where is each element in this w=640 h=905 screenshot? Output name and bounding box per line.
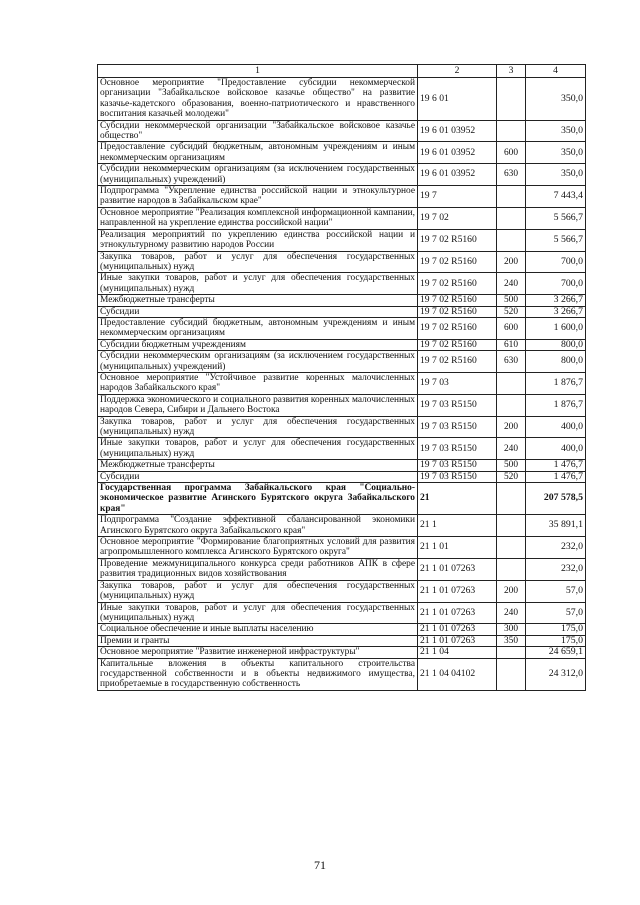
row-code: 19 7 02 R5160 — [418, 273, 497, 295]
row-kvr: 500 — [497, 295, 526, 306]
row-kvr — [497, 515, 526, 537]
row-name: Закупка товаров, работ и услуг для обеспечения государственных (муниципальных) нужд — [98, 580, 418, 602]
row-sum: 1 476,7 — [526, 471, 586, 482]
table-row — [98, 372, 586, 394]
row-name: Субсидии бюджетным учреждениям — [98, 339, 418, 350]
row-code: 21 — [418, 483, 497, 515]
table-row — [98, 624, 586, 635]
row-name: Основное мероприятие "Реализация комплексной информационной кампании, направленной на укрепление единства российской нации" — [98, 207, 418, 229]
row-code: 19 7 — [418, 186, 497, 208]
row-code: 21 1 01 07263 — [418, 580, 497, 602]
row-kvr: 630 — [497, 164, 526, 186]
table-row — [98, 635, 586, 646]
row-name: Закупка товаров, работ и услуг для обеспечения государственных (муниципальных) нужд — [98, 416, 418, 438]
row-sum: 1 876,7 — [526, 372, 586, 394]
row-code: 19 7 02 R5160 — [418, 306, 497, 317]
row-name: Премии и гранты — [98, 635, 418, 646]
row-name: Государственная программа Забайкальского края "Социально-экономическое развитие Агинского Бурятского округа Забайкальского края" — [98, 483, 418, 515]
row-kvr — [497, 372, 526, 394]
row-kvr: 630 — [497, 351, 526, 373]
row-name: Закупка товаров, работ и услуг для обеспечения государственных (муниципальных) нужд — [98, 251, 418, 273]
row-code: 21 1 01 07263 — [418, 558, 497, 580]
row-kvr: 500 — [497, 460, 526, 471]
row-sum: 57,0 — [526, 580, 586, 602]
row-kvr: 520 — [497, 471, 526, 482]
row-name: Субсидии некоммерческим организациям (за исключением государственных (муниципальных) учреждений) — [98, 351, 418, 373]
row-code: 19 7 02 R5160 — [418, 295, 497, 306]
row-code: 21 1 01 07263 — [418, 624, 497, 635]
row-name: Субсидии — [98, 306, 418, 317]
row-name: Основное мероприятие "Предоставление субсидии некоммерческой организации "Забайкальское войсковое казачье общество" на развитие казачье-кадетского образования, военно-патриотического и нравственного воспитания казачьей молодежи" — [98, 78, 418, 121]
row-sum: 700,0 — [526, 273, 586, 295]
header-col-kvr: 3 — [497, 65, 526, 78]
row-name: Субсидии некоммерческим организациям (за исключением государственных (муниципальных) учреждений) — [98, 164, 418, 186]
row-name: Социальное обеспечение и иные выплаты населению — [98, 624, 418, 635]
row-kvr — [497, 186, 526, 208]
row-name: Основное мероприятие "Формирование благоприятных условий для развития агропромышленного комплекса Агинского Бурятского округа" — [98, 537, 418, 559]
row-name: Капитальные вложения в объекты капитального строительства государственной собственности и в объекты недвижимого имущества, приобретаемые в государственную собственность — [98, 658, 418, 690]
row-code: 19 7 03 R5150 — [418, 438, 497, 460]
table-row — [98, 416, 586, 438]
row-sum: 24 312,0 — [526, 658, 586, 690]
table-row — [98, 164, 586, 186]
table-row — [98, 558, 586, 580]
row-sum: 232,0 — [526, 537, 586, 559]
table-row — [98, 317, 586, 339]
row-code: 19 6 01 03952 — [418, 120, 497, 142]
row-name: Реализация мероприятий по укреплению единства российской нации и этнокультурному развитию народов России — [98, 229, 418, 251]
table-row — [98, 186, 586, 208]
table-row — [98, 394, 586, 416]
row-sum: 5 566,7 — [526, 229, 586, 251]
row-kvr — [497, 229, 526, 251]
table-row — [98, 207, 586, 229]
row-kvr: 600 — [497, 317, 526, 339]
row-kvr: 300 — [497, 624, 526, 635]
row-kvr: 350 — [497, 635, 526, 646]
row-code: 19 7 03 R5150 — [418, 460, 497, 471]
row-code: 19 6 01 03952 — [418, 142, 497, 164]
table-row — [98, 306, 586, 317]
table-row — [98, 273, 586, 295]
row-sum: 350,0 — [526, 78, 586, 121]
row-name: Субсидии некоммерческой организации "Забайкальское войсковое казачье общество" — [98, 120, 418, 142]
row-code: 19 7 02 R5160 — [418, 251, 497, 273]
table-row — [98, 120, 586, 142]
header-col-code: 2 — [418, 65, 497, 78]
row-code: 19 7 03 R5150 — [418, 394, 497, 416]
row-sum: 350,0 — [526, 120, 586, 142]
header-col-sum: 4 — [526, 65, 586, 78]
row-sum: 3 266,7 — [526, 295, 586, 306]
row-name: Иные закупки товаров, работ и услуг для обеспечения государственных (муниципальных) нужд — [98, 438, 418, 460]
row-kvr — [497, 658, 526, 690]
row-kvr: 600 — [497, 142, 526, 164]
row-sum: 350,0 — [526, 142, 586, 164]
table-row — [98, 647, 586, 658]
row-sum: 175,0 — [526, 624, 586, 635]
row-name: Проведение межмуниципального конкурса среди работников АПК в сфере развития традиционных видов хозяйствования — [98, 558, 418, 580]
row-kvr — [497, 537, 526, 559]
row-code: 19 7 02 R5160 — [418, 351, 497, 373]
budget-table — [97, 64, 586, 691]
row-kvr: 240 — [497, 273, 526, 295]
row-sum: 35 891,1 — [526, 515, 586, 537]
table-row — [98, 351, 586, 373]
row-kvr — [497, 483, 526, 515]
table-row — [98, 537, 586, 559]
table-row — [98, 658, 586, 690]
row-kvr — [497, 394, 526, 416]
row-sum: 800,0 — [526, 351, 586, 373]
row-sum: 700,0 — [526, 251, 586, 273]
row-code: 19 7 02 R5160 — [418, 317, 497, 339]
row-kvr — [497, 558, 526, 580]
row-sum: 5 566,7 — [526, 207, 586, 229]
row-sum: 175,0 — [526, 635, 586, 646]
row-name: Подпрограмма "Создание эффективной сбалансированной экономики Агинского Бурятского округа Забайкальского края" — [98, 515, 418, 537]
row-kvr: 520 — [497, 306, 526, 317]
row-name: Межбюджетные трансферты — [98, 295, 418, 306]
table-row — [98, 251, 586, 273]
row-code: 19 7 02 R5160 — [418, 229, 497, 251]
row-sum: 207 578,5 — [526, 483, 586, 515]
table-row — [98, 515, 586, 537]
row-kvr: 610 — [497, 339, 526, 350]
row-code: 21 1 04 04102 — [418, 658, 497, 690]
table-row — [98, 460, 586, 471]
table-row — [98, 602, 586, 624]
row-name: Предоставление субсидий бюджетным, автономным учреждениям и иным некоммерческим организациям — [98, 142, 418, 164]
row-code: 19 7 03 — [418, 372, 497, 394]
page-number: 71 — [314, 858, 326, 872]
row-code: 19 6 01 — [418, 78, 497, 121]
table-row — [98, 580, 586, 602]
header-col-name: 1 — [98, 65, 418, 78]
row-kvr: 200 — [497, 251, 526, 273]
row-code: 21 1 04 — [418, 647, 497, 658]
row-code: 19 7 02 — [418, 207, 497, 229]
row-name: Основное мероприятие "Развитие инженерной инфраструктуры" — [98, 647, 418, 658]
row-kvr — [497, 207, 526, 229]
row-name: Подпрограмма "Укрепление единства российской нации и этнокультурное развитие народов в Забайкальском крае" — [98, 186, 418, 208]
table-row — [98, 78, 586, 121]
row-name: Поддержка экономического и социального развития коренных малочисленных народов Севера, Сибири и Дальнего Востока — [98, 394, 418, 416]
row-code: 21 1 — [418, 515, 497, 537]
row-sum: 800,0 — [526, 339, 586, 350]
row-code: 19 6 01 03952 — [418, 164, 497, 186]
row-sum: 1 476,7 — [526, 460, 586, 471]
row-kvr — [497, 78, 526, 121]
table-row — [98, 483, 586, 515]
table-row — [98, 471, 586, 482]
table-row — [98, 438, 586, 460]
row-kvr — [497, 647, 526, 658]
row-sum: 1 600,0 — [526, 317, 586, 339]
row-code: 21 1 01 07263 — [418, 602, 497, 624]
table-row — [98, 229, 586, 251]
row-code: 19 7 03 R5150 — [418, 471, 497, 482]
row-sum: 57,0 — [526, 602, 586, 624]
row-sum: 400,0 — [526, 416, 586, 438]
row-sum: 1 876,7 — [526, 394, 586, 416]
row-kvr: 240 — [497, 438, 526, 460]
row-kvr: 200 — [497, 580, 526, 602]
row-sum: 3 266,7 — [526, 306, 586, 317]
row-kvr — [497, 120, 526, 142]
table-row — [98, 339, 586, 350]
row-sum: 232,0 — [526, 558, 586, 580]
row-name: Предоставление субсидий бюджетным, автономным учреждениям и иным некоммерческим организациям — [98, 317, 418, 339]
row-sum: 400,0 — [526, 438, 586, 460]
row-name: Иные закупки товаров, работ и услуг для обеспечения государственных (муниципальных) нужд — [98, 273, 418, 295]
row-kvr: 200 — [497, 416, 526, 438]
row-name: Межбюджетные трансферты — [98, 460, 418, 471]
table-header-row — [98, 65, 586, 78]
row-sum: 24 659,1 — [526, 647, 586, 658]
table-row — [98, 142, 586, 164]
row-code: 19 7 03 R5150 — [418, 416, 497, 438]
row-name: Основное мероприятие "Устойчивое развитие коренных малочисленных народов Забайкальского края" — [98, 372, 418, 394]
row-sum: 7 443,4 — [526, 186, 586, 208]
row-kvr: 240 — [497, 602, 526, 624]
row-code: 21 1 01 — [418, 537, 497, 559]
row-sum: 350,0 — [526, 164, 586, 186]
row-code: 21 1 01 07263 — [418, 635, 497, 646]
row-code: 19 7 02 R5160 — [418, 339, 497, 350]
row-name: Субсидии — [98, 471, 418, 482]
table-row — [98, 295, 586, 306]
row-name: Иные закупки товаров, работ и услуг для обеспечения государственных (муниципальных) нужд — [98, 602, 418, 624]
